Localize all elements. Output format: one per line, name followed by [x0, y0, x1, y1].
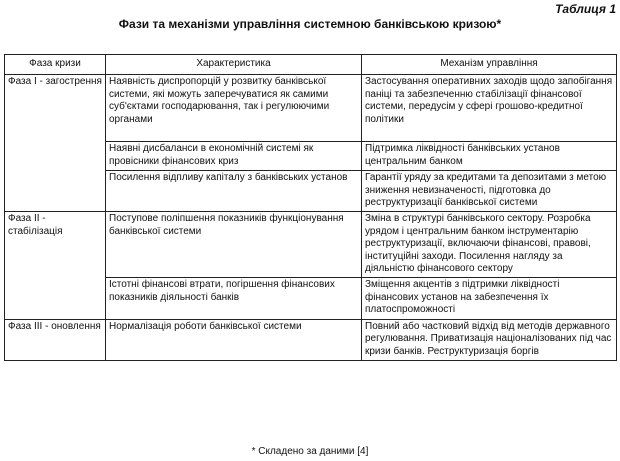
table-row — [5, 319, 617, 360]
phase-1-characteristic-2: Наявні дисбаланси в економічній системі як провісники фінансових криз — [106, 142, 362, 171]
source-footnote: * Складено за даними [4] — [251, 446, 369, 457]
phase-3-mechanism-1: Повний або частковий відхід від методів державного регулювання. Приватизація націоналізованих під час кризи банків. Реструктуризація боргів — [362, 319, 617, 360]
crisis-phases-table — [4, 54, 617, 361]
phase-1-mechanism-3: Гарантії уряду за кредитами та депозитами з метою зниження невизначеності, підготовка до реструктуризації банківської системи — [362, 171, 617, 212]
phase-1-characteristic-3: Посилення відпливу капіталу з банківських установ — [106, 171, 362, 212]
table-title: Фази та механізми управління системною банківською кризою* — [118, 17, 502, 31]
table-row — [5, 212, 617, 278]
phase-1-characteristic-1: Наявність диспропорцій у розвитку банківської системи, які можуть заперечуватися як самими суб'єктами господарювання, так і регулюючими органами — [106, 75, 362, 142]
phase-3-name: Фаза ІІІ - оновлення — [5, 319, 106, 360]
phase-2-mechanism-2: Зміщення акцентів з підтримки ліквідності фінансових установ на забезпечення їх платоспроможності — [362, 278, 617, 319]
phase-2-characteristic-1: Поступове поліпшення показників функціонування банківської системи — [106, 212, 362, 278]
phase-2-name: Фаза ІІ - стабілізація — [5, 212, 106, 319]
phase-1-name: Фаза І - загострення — [5, 75, 106, 212]
table-number-label: Таблиця 1 — [555, 2, 616, 16]
phase-1-mechanism-1: Застосування оперативних заходів щодо запобігання паніці та забезпеченню стабілізації фінансової системи, передусім у сфері грошово-кредитної політики — [362, 75, 617, 142]
table-row — [5, 75, 617, 142]
phase-2-characteristic-2: Істотні фінансові втрати, погіршення фінансових показників діяльності банків — [106, 278, 362, 319]
header-mechanism: Механізм управління — [362, 55, 617, 75]
header-phase: Фаза кризи — [5, 55, 106, 75]
phase-1-mechanism-2: Підтримка ліквідності банківських установ центральним банком — [362, 142, 617, 171]
phase-3-characteristic-1: Нормалізація роботи банківської системи — [106, 319, 362, 360]
table-header-row — [5, 55, 617, 75]
header-characteristic: Характеристика — [106, 55, 362, 75]
phase-2-mechanism-1: Зміна в структурі банківського сектору. Розробка урядом і центральним банком інструментарію реструктуризації, включаючи фінансові, правові, інституційні заходи. Посилення нагляду за діяльністю фінансового сектору — [362, 212, 617, 278]
